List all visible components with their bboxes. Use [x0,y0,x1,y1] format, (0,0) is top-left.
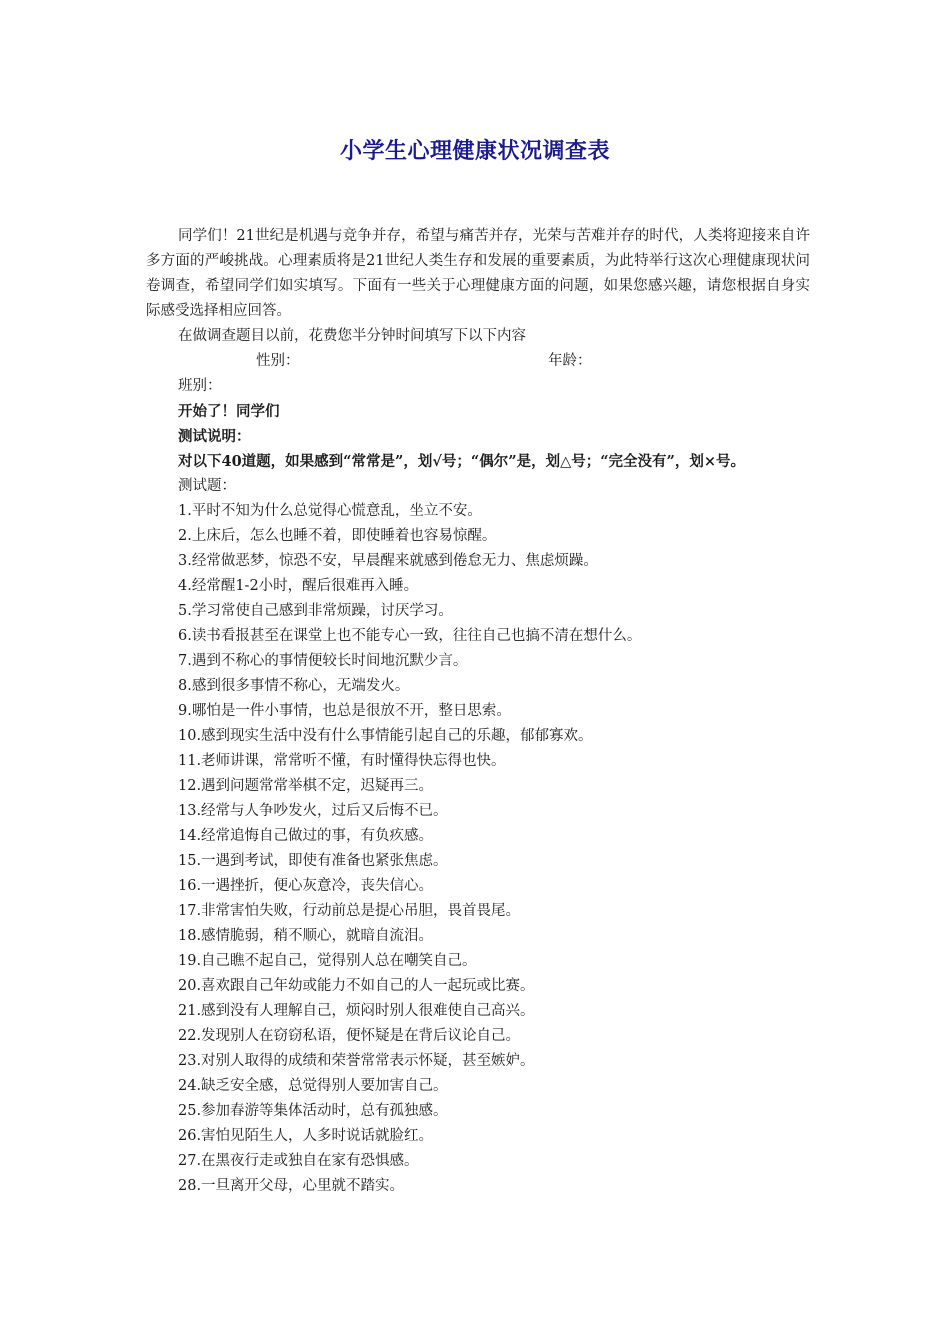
question-list [146,499,810,1199]
question-item: 10.感到现实生活中没有什么事情能引起自己的乐趣，郁郁寡欢。 [178,728,593,744]
question-item: 6.读书看报甚至在课堂上也不能专心一致，往往自己也搞不清在想什么。 [178,628,642,644]
questions-heading: 测试题： [178,478,236,494]
page-title: 小学生心理健康状况调查表 [339,139,610,164]
question-item: 2.上床后，怎么也睡不着，即使睡着也容易惊醒。 [178,528,497,544]
question-item: 9.哪怕是一件小事情，也总是很放不开，整日思索。 [178,703,511,719]
question-item: 8.感到很多事情不称心，无端发火。 [178,678,410,694]
question-item: 1.平时不知为什么总觉得心慌意乱，坐立不安。 [178,503,482,519]
question-item: 27.在黑夜行走或独自在家有恐惧感。 [178,1153,419,1169]
fill-prompt: 在做调查题目以前，花费您半分钟时间填写下以下内容 [178,328,526,344]
question-item: 26.害怕见陌生人，人多时说话就脸红。 [178,1128,434,1144]
question-item: 19.自己瞧不起自己，觉得别人总在嘲笑自己。 [178,953,477,969]
class-field-label: 班别： [178,378,222,394]
question-item: 12.遇到问题常常举棋不定，迟疑再三。 [178,778,434,794]
question-item: 11.老师讲课，常常听不懂，有时懂得快忘得也快。 [178,753,506,769]
question-item: 13.经常与人争吵发火，过后又后悔不已。 [178,803,448,819]
question-item: 20.喜欢跟自己年幼或能力不如自己的人一起玩或比赛。 [178,978,535,994]
gender-field-label: 性别： [256,353,300,369]
question-item: 14.经常追悔自己做过的事，有负疚感。 [178,828,434,844]
question-item: 3.经常做恶梦，惊恐不安，早晨醒来就感到倦怠无力、焦虑烦躁。 [178,553,598,569]
question-item: 5.学习常使自己感到非常烦躁，讨厌学习。 [178,603,453,619]
question-item: 24.缺乏安全感，总觉得别人要加害自己。 [178,1078,448,1094]
age-field-label: 年龄： [548,353,592,369]
info-fields [146,349,810,374]
question-item: 28.一旦离开父母，心里就不踏实。 [178,1178,405,1194]
question-item: 22.发现别人在窃窃私语，便怀疑是在背后议论自己。 [178,1028,521,1044]
question-item: 15.一遇到考试，即使有准备也紧张焦虑。 [178,853,448,869]
intro-paragraph: 同学们！21世纪是机遇与竞争并存，希望与痛苦并存，光荣与苦难并存的时代，人类将迎接来自许多方面的严峻挑战。心理素质将是21世纪人类生存和发展的重要素质，为此特举行这次心理健康现状问卷调查，希望同学们如实填写。下面有一些关于心理健康方面的问题，如果您感兴趣，请您根据自身实际感受选择相应回答。 [146,228,810,319]
question-item: 7.遇到不称心的事情便较长时间地沉默少言。 [178,653,468,669]
question-item: 23.对别人取得的成绩和荣誉常常表示怀疑，甚至嫉妒。 [178,1053,535,1069]
instructions-heading: 测试说明： [178,428,251,445]
instructions-text: 对以下40道题，如果感到“常常是”，划√号；“偶尔”是，划△号；“完全没有”，划×号。 [178,453,746,470]
question-item: 17.非常害怕失败，行动前总是提心吊胆，畏首畏尾。 [178,903,521,919]
start-text: 开始了！同学们 [178,403,280,420]
question-item: 25.参加春游等集体活动时，总有孤独感。 [178,1103,448,1119]
question-item: 4.经常醒1-2小时，醒后很难再入睡。 [178,578,419,594]
question-item: 21.感到没有人理解自己，烦闷时别人很难使自己高兴。 [178,1003,535,1019]
document-body [146,224,810,1199]
question-item: 18.感情脆弱，稍不顺心，就暗自流泪。 [178,928,434,944]
question-item: 16.一遇挫折，便心灰意冷，丧失信心。 [178,878,434,894]
